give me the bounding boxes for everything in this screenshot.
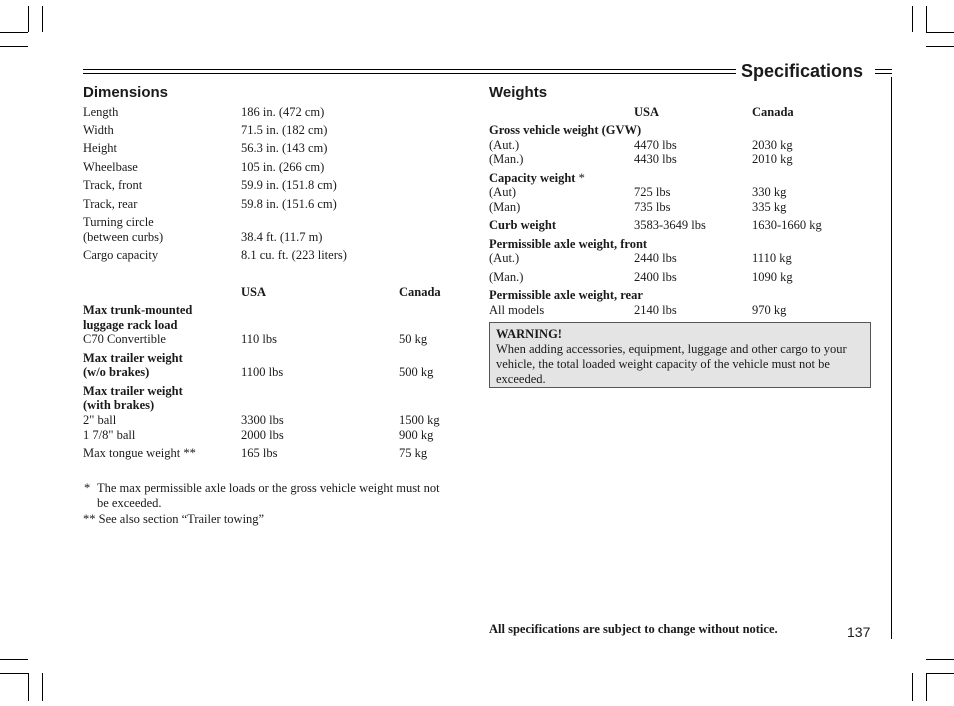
warning-box [489,322,871,388]
rear-label: All models [489,303,545,317]
capacity-mark: * [575,171,585,185]
dim-label-turning-circle-2: (between curbs) [83,230,164,244]
dim-label-width: Width [83,123,114,137]
dim-label-length: Length [83,105,119,119]
warning-line-1: When adding accessories, equipment, luggage and other cargo to your [496,342,847,356]
header-rule-bottom [83,73,736,74]
gvw-man-label: (Man.) [489,152,524,166]
footnote-2: ** See also section “Trailer towing” [83,512,265,526]
weights-col-canada: Canada [752,105,794,119]
front-aut-canada: 1110 kg [752,251,792,265]
luggage-usa: 110 lbs [241,332,277,346]
dim-value-length: 186 in. (472 cm) [241,105,325,119]
title-rule-bottom [875,73,892,74]
rear-usa: 2140 lbs [634,303,677,317]
warning-line-3: exceeded. [496,372,546,386]
front-aut-label: (Aut.) [489,251,520,265]
gvw-aut-usa: 4470 lbs [634,138,677,152]
curb-usa: 3583-3649 lbs [634,218,706,232]
front-axle-title: Permissible axle weight, front [489,237,648,251]
dim-value-wheelbase: 105 in. (266 cm) [241,160,325,174]
front-man-usa: 2400 lbs [634,270,677,284]
trailer-brake-title-2: (with brakes) [83,398,155,412]
gvw-aut-canada: 2030 kg [752,138,793,152]
dim-value-height: 56.3 in. (143 cm) [241,141,328,155]
footer-notice: All specifications are subject to change without notice. [489,622,778,636]
dimensions-heading: Dimensions [83,84,169,101]
front-aut-usa: 2440 lbs [634,251,677,265]
front-man-canada: 1090 kg [752,270,793,284]
curb-title: Curb weight [489,218,557,232]
weights-heading: Weights [489,84,548,101]
cap-man-label: (Man) [489,200,521,214]
dim-value-cargo: 8.1 cu. ft. (223 liters) [241,248,347,262]
dim-label-turning-circle: Turning circle [83,215,154,229]
luggage-label: C70 Convertible [83,332,166,346]
ball2-label: 2" ball [83,413,117,427]
warning-line-2: vehicle, the total loaded weight capacity of the vehicle must not be [496,357,830,371]
dim-value-track-rear: 59.8 in. (151.6 cm) [241,197,337,211]
luggage-title-2: luggage rack load [83,318,178,332]
weights-col-usa: USA [634,105,660,119]
dim-value-turning-circle: 38.4 ft. (11.7 m) [241,230,323,244]
trailer-nobrake-usa: 1100 lbs [241,365,284,379]
trailer-nobrake-canada: 500 kg [399,365,434,379]
dim-label-wheelbase: Wheelbase [83,160,138,174]
ball178-canada: 900 kg [399,428,434,442]
ball2-usa: 3300 lbs [241,413,284,427]
luggage-title-1: Max trunk-mounted [83,303,193,317]
trailer-nobrake-title-2: (w/o brakes) [83,365,150,379]
tongue-canada: 75 kg [399,446,428,460]
ball2-canada: 1500 kg [399,413,440,427]
page-number: 137 [847,624,871,640]
capacity-title-row [489,171,585,186]
dim-label-cargo: Cargo capacity [83,248,159,262]
ball178-label: 1 7/8" ball [83,428,136,442]
ball178-usa: 2000 lbs [241,428,284,442]
cap-man-canada: 335 kg [752,200,787,214]
right-margin-rule [891,77,892,639]
gvw-man-usa: 4430 lbs [634,152,677,166]
gvw-title: Gross vehicle weight (GVW) [489,123,642,137]
cap-aut-canada: 330 kg [752,185,787,199]
front-man-label: (Man.) [489,270,524,284]
dim-value-track-front: 59.9 in. (151.8 cm) [241,178,337,192]
gvw-aut-label: (Aut.) [489,138,520,152]
tongue-label: Max tongue weight ** [83,446,196,460]
capacity-title: Capacity weight [489,171,576,185]
footnote-1-line-2: be exceeded. [97,496,162,510]
trailer-brake-title-1: Max trailer weight [83,384,183,398]
footnote-1-mark: * [84,481,91,495]
gvw-man-canada: 2010 kg [752,152,793,166]
header-rule-top [83,69,736,70]
loads-col-canada: Canada [399,285,441,299]
cap-aut-label: (Aut) [489,185,517,199]
dim-value-width: 71.5 in. (182 cm) [241,123,328,137]
luggage-canada: 50 kg [399,332,428,346]
cap-aut-usa: 725 lbs [634,185,671,199]
dim-label-track-rear: Track, rear [83,197,138,211]
rear-axle-title: Permissible axle weight, rear [489,288,643,302]
title-rule-top [875,69,892,70]
dim-label-height: Height [83,141,118,155]
footnote-1-line-1: The max permissible axle loads or the gross vehicle weight must not [97,481,440,495]
rear-canada: 970 kg [752,303,787,317]
curb-canada: 1630-1660 kg [752,218,822,232]
page-title: Specifications [741,61,864,81]
warning-title: WARNING! [496,327,562,341]
cap-man-usa: 735 lbs [634,200,671,214]
trailer-nobrake-title-1: Max trailer weight [83,351,183,365]
loads-col-usa: USA [241,285,267,299]
dim-label-track-front: Track, front [83,178,143,192]
tongue-usa: 165 lbs [241,446,278,460]
